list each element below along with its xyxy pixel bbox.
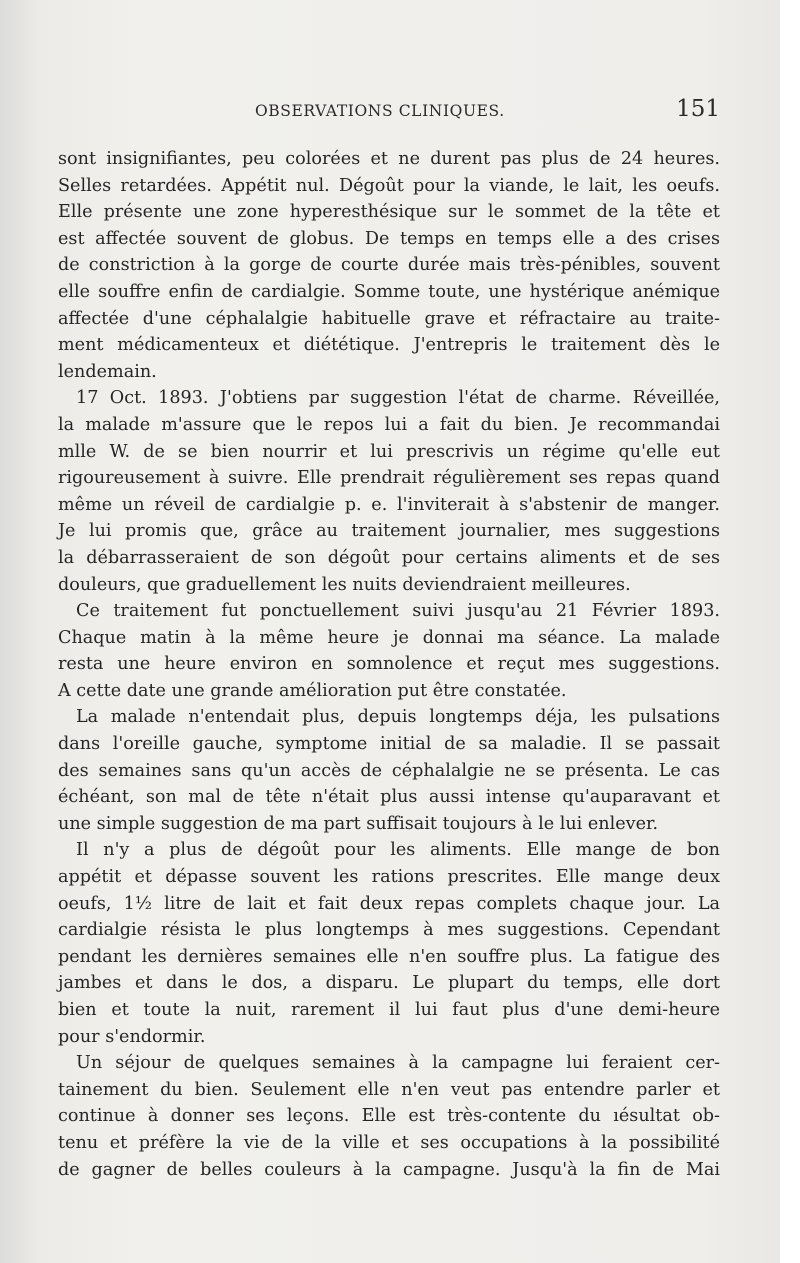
text-line: jambes et dans le dos, a disparu. Le plupart du temps, elle dort: [58, 973, 720, 994]
text-line: Selles retardées. Appétit nul. Dégoût pour la viande, le lait, les oeufs.: [58, 175, 720, 196]
page-number: 151: [676, 96, 720, 122]
text-line: tainement du bien. Seulement elle n'en veut pas entendre parler et: [58, 1079, 720, 1100]
text-line: tenu et préfère la vie de la ville et ses occupations à la possibilité: [58, 1132, 720, 1153]
text-line: la malade m'assure que le repos lui a fait du bien. Je recommandai: [58, 414, 720, 435]
text-line: Chaque matin à la même heure je donnai ma séance. La malade: [58, 627, 720, 648]
text-line: appétit et dépasse souvent les rations prescrites. Elle mange deux: [58, 867, 720, 888]
text-line: bien et toute la nuit, rarement il lui faut plus d'une demi-heure: [58, 1000, 720, 1020]
text-line: Je lui promis que, grâce au traitement journalier, mes suggestions: [58, 521, 720, 542]
text-line: même un réveil de cardialgie p. e. l'inviterait à s'abstenir de manger.: [58, 494, 720, 515]
text-line: Elle présente une zone hyperesthésique sur le sommet de la tête et: [58, 202, 720, 223]
text-line: de constriction à la gorge de courte durée mais très-pénibles, souvent: [58, 255, 720, 276]
text-line: la débarrasseraient de son dégoût pour certains aliments et de ses: [58, 547, 720, 568]
text-line: Il n'y a plus de dégoût pour les aliments. Elle mange de bon: [76, 840, 720, 861]
text-line: dans l'oreille gauche, symptome initial de sa maladie. Il se passait: [58, 734, 720, 755]
text-line: rigoureusement à suivre. Elle prendrait régulièrement ses repas quand: [58, 468, 720, 489]
text-line: pour s'endormir.: [58, 1026, 206, 1047]
text-line: une simple suggestion de ma part suffisait toujours à le lui enlever.: [58, 813, 659, 834]
text-line: elle souffre enfin de cardialgie. Somme toute, une hystérique anémique: [58, 281, 720, 302]
text-line: Ce traitement fut ponctuellement suivi jusqu'au 21 Février 1893.: [76, 601, 720, 622]
running-title: OBSERVATIONS CLINIQUES.: [255, 102, 505, 120]
text-line: de gagner de belles couleurs à la campagne. Jusqu'à la fin de Mai: [58, 1159, 720, 1180]
text-line: continue à donner ses leçons. Elle est très-contente du ıésultat ob-: [58, 1106, 720, 1127]
text-line: pendant les dernières semaines elle n'en souffre plus. La fatigue des: [58, 946, 720, 967]
text-line: des semaines sans qu'un accès de céphalalgie ne se présenta. Le cas: [58, 760, 720, 781]
text-line: mlle W. de se bien nourrir et lui prescrivis un régime qu'elle eut: [58, 441, 720, 462]
text-line: resta une heure environ en somnolence et reçut mes suggestions.: [58, 654, 720, 675]
text-line: lendemain.: [58, 361, 157, 382]
page-header: [60, 96, 720, 136]
text-line: A cette date une grande amélioration put être constatée.: [58, 680, 567, 701]
text-line: cardialgie résista le plus longtemps à mes suggestions. Cependant: [58, 920, 720, 941]
text-line: douleurs, que graduellement les nuits deviendraient meilleures.: [58, 574, 631, 595]
text-line: affectée d'une céphalalgie habituelle grave et réfractaire au traite-: [58, 308, 720, 329]
text-line: échéant, son mal de tête n'était plus aussi intense qu'auparavant et: [58, 787, 720, 808]
text-line: est affectée souvent de globus. De temps en temps elle a des crises: [58, 228, 720, 249]
text-line: Un séjour de quelques semaines à la campagne lui feraient cer-: [76, 1053, 720, 1074]
text-line: sont insignifiantes, peu colorées et ne durent pas plus de 24 heures.: [58, 149, 720, 169]
text-line: ment médicamenteux et diététique. J'entrepris le traitement dès le: [58, 335, 720, 356]
body-text: [58, 146, 720, 1183]
text-line: 17 Oct. 1893. J'obtiens par suggestion l'état de charme. Réveillée,: [76, 388, 720, 409]
text-line: La malade n'entendait plus, depuis longtemps déja, les pulsations: [76, 707, 720, 728]
text-line: oeufs, 1½ litre de lait et fait deux repas complets chaque jour. La: [58, 893, 720, 914]
